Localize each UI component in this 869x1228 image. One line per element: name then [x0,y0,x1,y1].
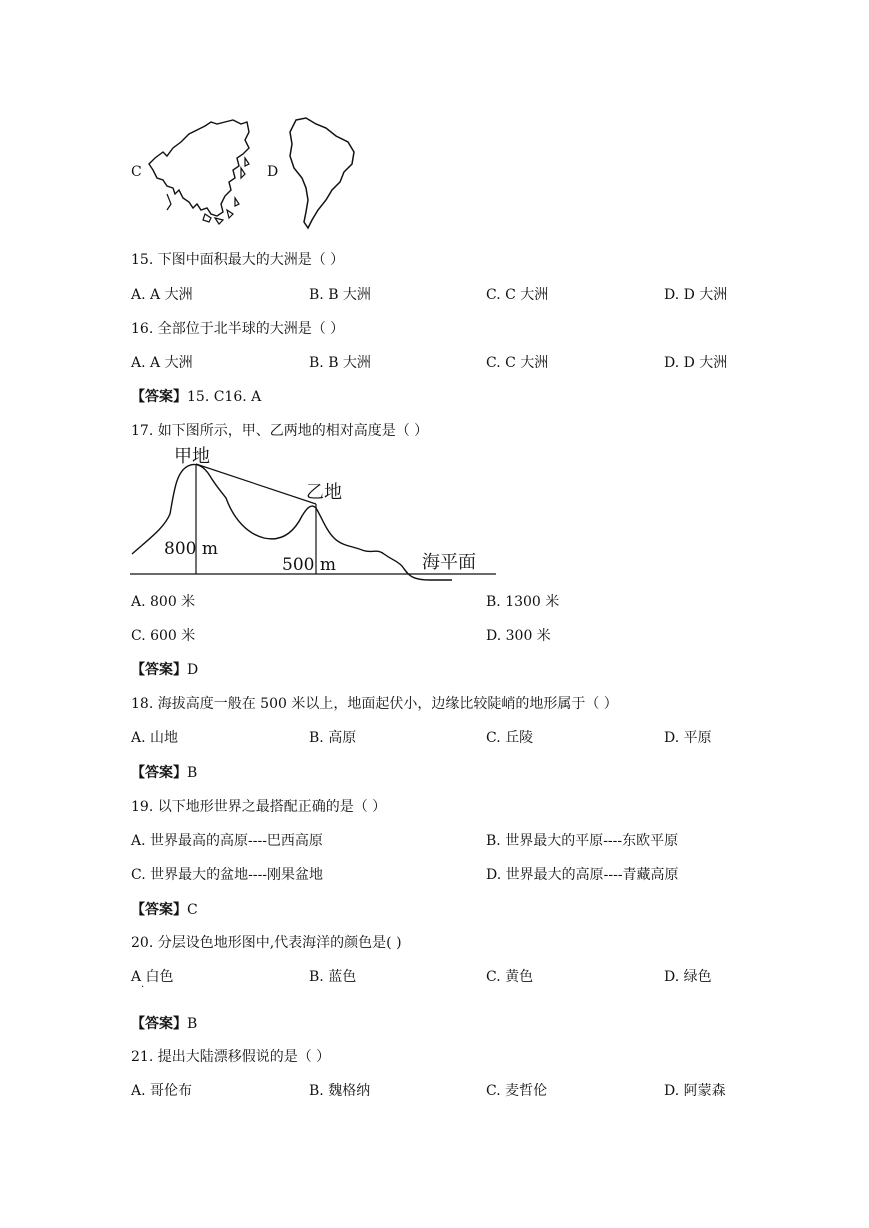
q18-option-b[interactable]: B. 高原 [309,730,357,746]
q20-option-d[interactable]: D. 绿色 [664,969,712,985]
q18-option-a[interactable]: A. 山地 [131,730,179,746]
south-america-outline-image [286,116,358,232]
continent-label-d: D [267,164,279,180]
height-800-label: 800 m [164,539,218,559]
q17-option-b[interactable]: B. 1300 米 [486,594,560,610]
q17-option-a[interactable]: A. 800 米 [131,594,196,610]
question-21-stem: 21. 提出大陆漂移假说的是（ ） [131,1049,331,1065]
question-18-stem: 18. 海拔高度一般在 500 米以上，地面起伏小，边缘比较陡峭的地形属于（ ） [131,696,618,712]
q21-option-d[interactable]: D. 阿蒙森 [664,1083,726,1099]
question-17-stem: 17. 如下图所示，甲、乙两地的相对高度是（ ） [131,423,429,439]
q16-option-a[interactable]: A. A 大洲 [131,355,193,371]
stray-dot-mark: · [141,982,145,993]
jia-yi-connector-line [196,464,316,504]
sea-level-label: 海平面 [422,552,476,573]
q15-option-d[interactable]: D. D 大洲 [664,287,728,303]
answer-19 [131,899,198,919]
q16-option-c[interactable]: C. C 大洲 [486,355,549,371]
q21-option-a[interactable]: A. 哥伦布 [131,1083,193,1099]
answer-tag: 【答案】 [131,389,187,405]
answer-tag: 【答案】 [131,902,187,918]
q15-option-a[interactable]: A. A 大洲 [131,287,193,303]
continent-label-c: C [131,164,142,180]
answer-20 [131,1013,197,1033]
q19-option-b[interactable]: B. 世界最大的平原----东欧平原 [486,833,679,849]
q15-option-b[interactable]: B. B 大洲 [309,287,371,303]
answer-18 [131,762,197,782]
q20-option-a[interactable]: A 白色 [131,969,174,985]
q16-option-b[interactable]: B. B 大洲 [309,355,371,371]
q19-option-a[interactable]: A. 世界最高的高原----巴西高原 [131,833,323,849]
q20-option-c[interactable]: C. 黄色 [486,969,534,985]
q19-option-c[interactable]: C. 世界最大的盆地----刚果盆地 [131,867,324,883]
answer-text: D [187,662,199,678]
q21-option-b[interactable]: B. 魏格纳 [309,1083,371,1099]
question-15-stem: 15. 下图中面积最大的大洲是（ ） [131,252,345,268]
answer-text: B [187,1016,198,1032]
answer-17 [131,659,198,679]
q21-option-c[interactable]: C. 麦哲伦 [486,1083,548,1099]
q18-option-d[interactable]: D. 平原 [664,730,712,746]
question-20-stem: 20. 分层设色地形图中,代表海洋的颜色是( ) [131,935,402,951]
answer-tag: 【答案】 [131,662,187,678]
height-500-label: 500 m [282,555,336,575]
answer-text: 15. C16. A [187,389,262,405]
q16-option-d[interactable]: D. D 大洲 [664,355,728,371]
asia-outline-image [145,118,255,230]
yi-label: 乙地 [306,482,342,503]
answer-tag: 【答案】 [131,1016,187,1032]
answer-text: C [187,902,198,918]
q20-option-b[interactable]: B. 蓝色 [309,969,357,985]
answer-tag: 【答案】 [131,765,187,781]
jia-label: 甲地 [174,446,210,467]
q18-option-c[interactable]: C. 丘陵 [486,730,534,746]
q19-option-d[interactable]: D. 世界最大的高原----青藏高原 [486,867,679,883]
q17-option-c[interactable]: C. 600 米 [131,628,196,644]
relative-height-diagram [130,442,500,584]
question-16-stem: 16. 全部位于北半球的大洲是（ ） [131,321,345,337]
q15-option-c[interactable]: C. C 大洲 [486,287,549,303]
question-19-stem: 19. 以下地形世界之最搭配正确的是（ ） [131,799,387,815]
answer-text: B [187,765,198,781]
q17-option-d[interactable]: D. 300 米 [486,628,551,644]
answer-15-16 [131,386,261,406]
